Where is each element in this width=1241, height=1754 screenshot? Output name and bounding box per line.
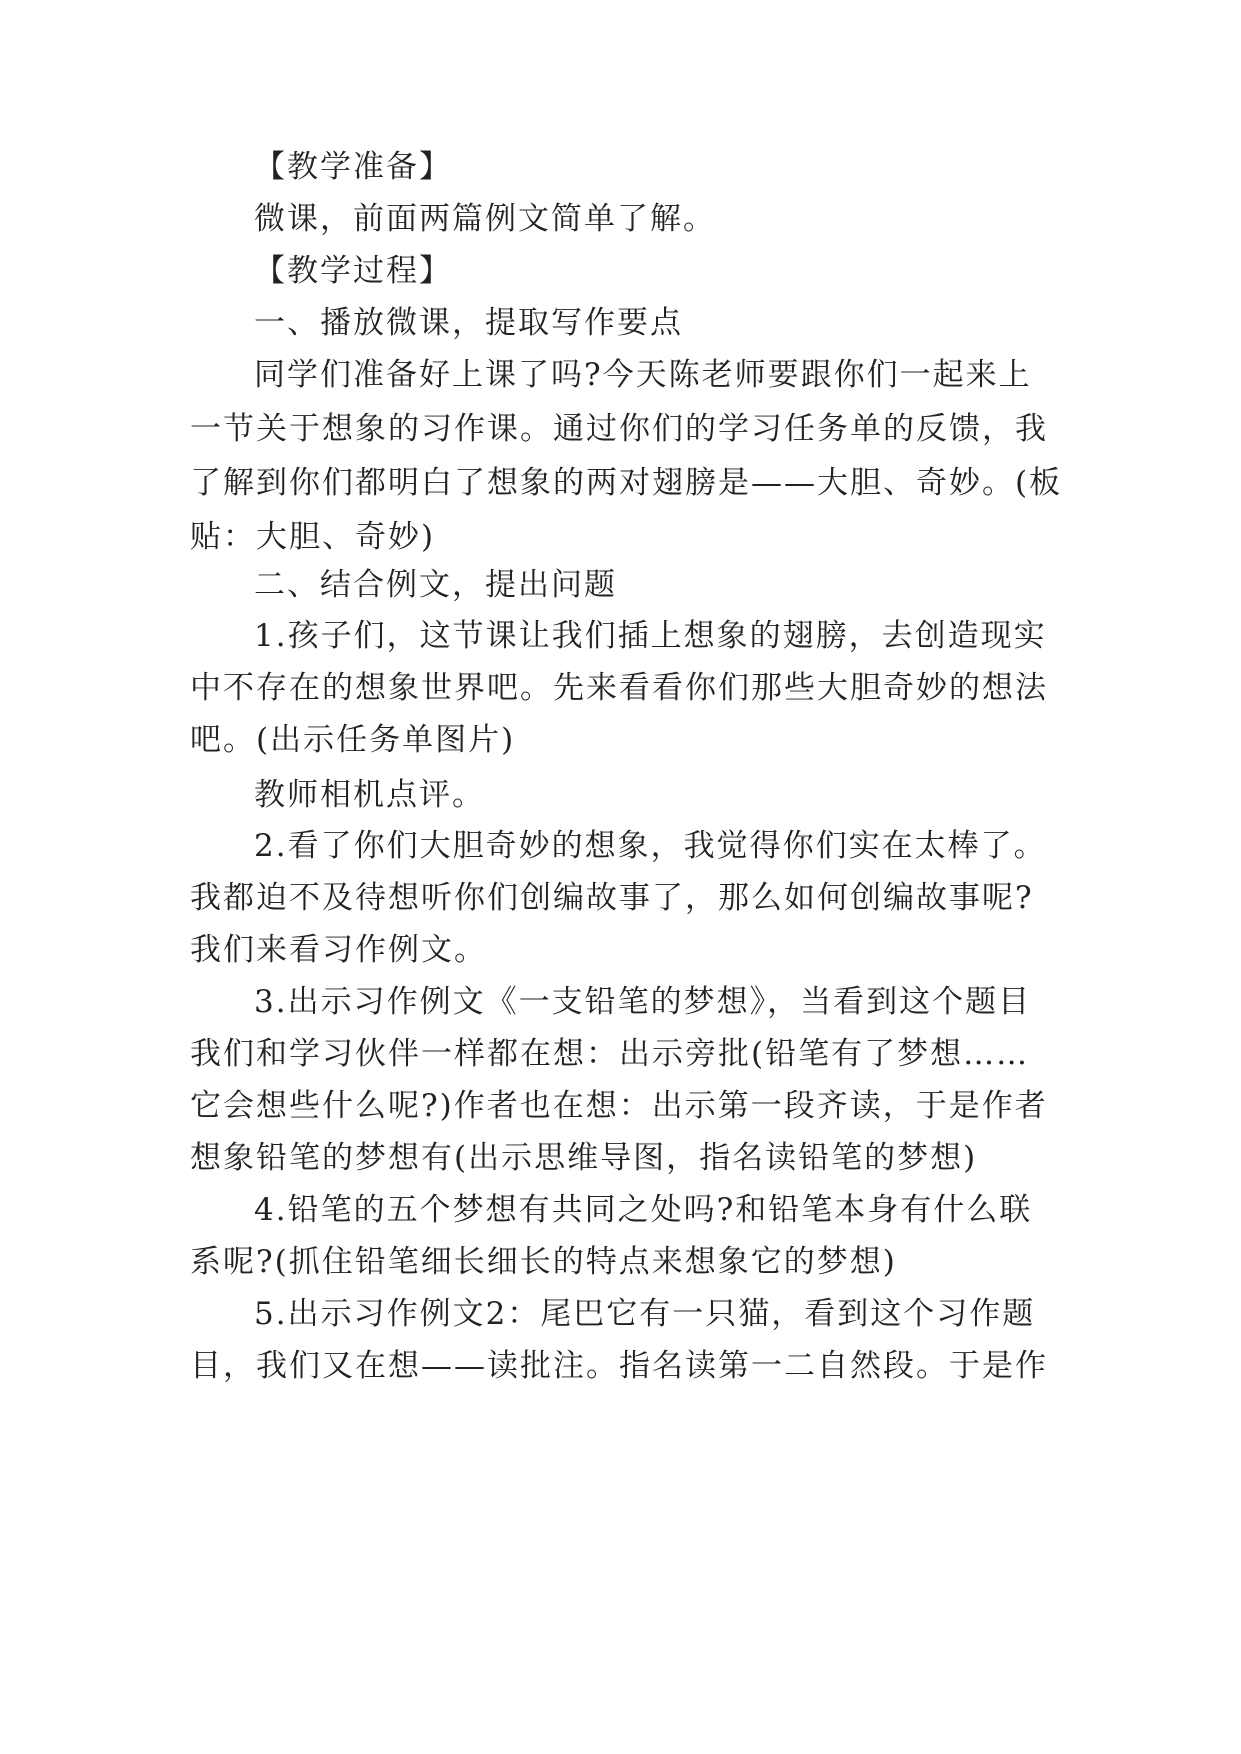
- text-line: 它会想些什么呢?)作者也在想：出示第一段齐读，于是作者: [190, 1088, 1048, 1124]
- paragraph: [190, 190, 1070, 248]
- paragraph: [190, 1184, 1070, 1288]
- text-line: 3.出示习作例文《一支铅笔的梦想》，当看到这个题目: [254, 984, 1032, 1020]
- text-line: 吧。(出示任务单图片): [190, 722, 516, 758]
- subheading: [190, 556, 1070, 614]
- text-line: 二、结合例文，提出问题: [254, 567, 617, 603]
- text-line: 2.看了你们大胆奇妙的想象，我觉得你们实在太棒了。: [254, 828, 1047, 864]
- text-line: 我们和学习伙伴一样都在想：出示旁批(铅笔有了梦想……: [190, 1036, 1030, 1072]
- text-line: 我们来看习作例文。: [190, 932, 487, 968]
- paragraph: [190, 1288, 1070, 1392]
- paragraph: [190, 976, 1070, 1184]
- text-line: 了解到你们都明白了想象的两对翅膀是——大胆、奇妙。(板: [190, 465, 1063, 501]
- text-line: 我都迫不及待想听你们创编故事了，那么如何创编故事呢?: [190, 880, 1034, 916]
- section-heading-process: [190, 242, 1070, 300]
- text-line: 贴：大胆、奇妙): [190, 519, 436, 555]
- paragraph: [190, 820, 1070, 976]
- text-line: 【教学准备】: [254, 149, 452, 185]
- text-line: 一节关于想象的习作课。通过你们的学习任务单的反馈，我: [190, 411, 1048, 447]
- text-line: 同学们准备好上课了吗?今天陈老师要跟你们一起来上: [254, 357, 1032, 393]
- paragraph: [190, 610, 1070, 766]
- text-line: 教师相机点评。: [254, 777, 485, 813]
- subheading: [190, 294, 1070, 352]
- paragraph: [190, 766, 1070, 824]
- text-line: 4.铅笔的五个梦想有共同之处吗?和铅笔本身有什么联: [254, 1192, 1033, 1228]
- text-line: 一、播放微课，提取写作要点: [254, 305, 683, 341]
- text-line: 系呢?(抓住铅笔细长细长的特点来想象它的梦想): [190, 1244, 897, 1280]
- text-line: 中不存在的想象世界吧。先来看看你们那些大胆奇妙的想法: [190, 670, 1048, 706]
- text-line: 5.出示习作例文2：尾巴它有一只猫，看到这个习作题: [254, 1296, 1036, 1332]
- text-line: 1.孩子们，这节课让我们插上想象的翅膀，去创造现实: [254, 618, 1047, 654]
- text-line: 目，我们又在想——读批注。指名读第一二自然段。于是作: [190, 1348, 1048, 1384]
- paragraph: [190, 348, 1070, 564]
- text-line: 【教学过程】: [254, 253, 452, 289]
- text-line: 想象铅笔的梦想有(出示思维导图，指名读铅笔的梦想): [190, 1140, 978, 1176]
- section-heading-preparation: [190, 138, 1070, 196]
- text-line: 微课，前面两篇例文简单了解。: [254, 201, 716, 237]
